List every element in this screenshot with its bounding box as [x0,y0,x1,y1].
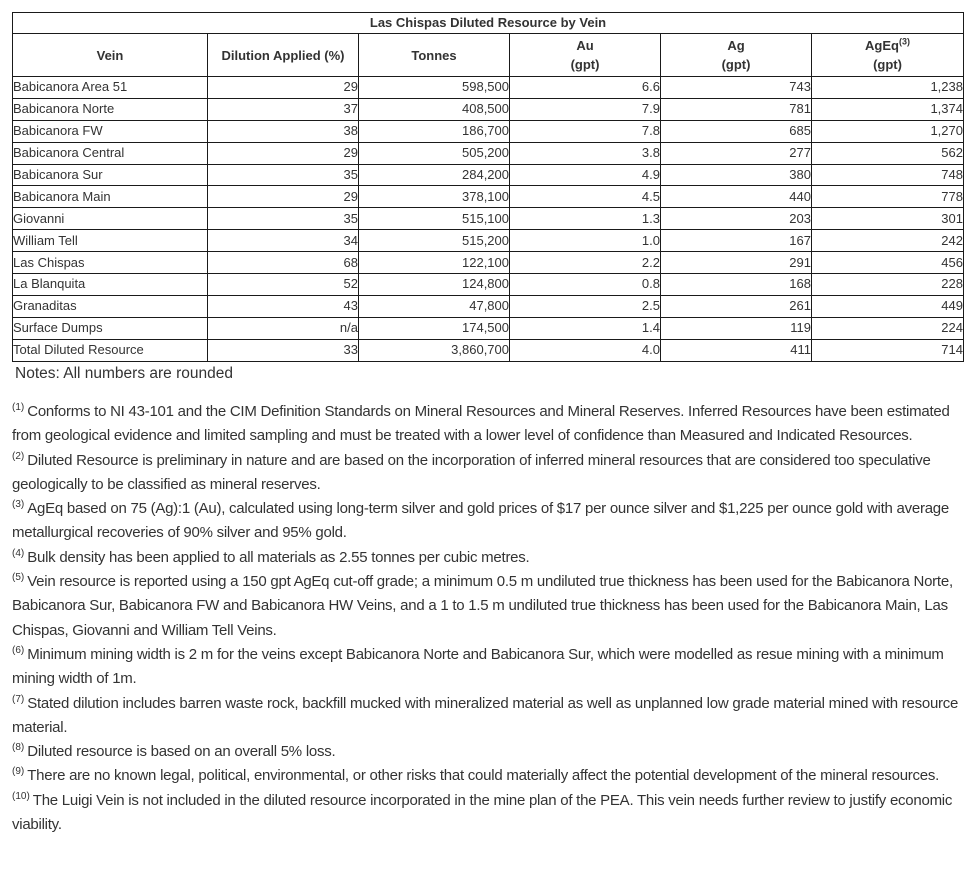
cell-ageq: 224 [812,317,964,339]
footnote-item [12,570,972,643]
footnote-text: The Luigi Vein is not included in the diluted resource incorporated in the mine plan of the PEA. This vein needs further review to justify economic viability. [12,791,953,834]
cell-au: 2.5 [510,295,661,317]
footnote-item [12,643,972,692]
cell-ag: 203 [661,208,812,230]
cell-vein: Total Diluted Resource [13,339,208,361]
cell-ag: 277 [661,142,812,164]
cell-au: 4.0 [510,339,661,361]
resource-table-container [12,12,963,362]
header-label: Ag [727,38,745,53]
footnote-item [12,497,972,546]
cell-tonnes: 186,700 [359,120,510,142]
footnote-text: Diluted resource is based on an overall 5% loss. [27,743,336,761]
footnote-text: Stated dilution includes barren waste rock, backfill mucked with mineralized material as well as unplanned low grade material mined with resource material. [12,694,959,736]
header-dilution [208,34,359,77]
cell-vein: Babicanora Central [13,142,208,164]
cell-vein: Babicanora Norte [13,98,208,120]
header-unit: (gpt) [570,57,600,72]
cell-ageq: 1,270 [812,120,964,142]
table-row [13,120,964,142]
cell-ag: 168 [661,274,812,296]
header-label: AgEq [865,38,899,53]
cell-ageq: 1,238 [812,77,964,99]
cell-tonnes: 174,500 [359,317,510,339]
cell-tonnes: 408,500 [359,98,510,120]
table-body [13,77,964,362]
footnote-text: Bulk density has been applied to all materials as 2.55 tonnes per cubic metres. [27,548,530,566]
footnote-text: There are no known legal, political, environmental, or other risks that could materially affect the potential development of the mineral resources. [27,767,940,785]
footnote-marker: (3) [12,499,25,511]
cell-tonnes: 505,200 [359,142,510,164]
footnote-marker: (1) [12,402,25,413]
cell-ag: 119 [661,317,812,339]
cell-dilution: 35 [208,164,359,186]
footnote-marker: (4) [12,547,25,559]
footnote-text: Vein resource is reported using a 150 gpt AgEq cut-off grade; a minimum 0.5 m undiluted true thickness has been used for the Babicanora Norte, Babicanora Sur, Babicanora FW and Babicanora HW Veins, and a 1 to 1.5 m undiluted true thickness has been used for the Babicanora Main, Las Chispas, Giovanni and William Tell Veins. [12,573,953,639]
cell-dilution: 29 [208,186,359,208]
footnote-ref: (3) [898,36,910,47]
cell-au: 0.8 [510,274,661,296]
cell-tonnes: 515,200 [359,230,510,252]
cell-dilution: 33 [208,339,359,361]
cell-au: 4.5 [510,186,661,208]
cell-ageq: 456 [812,252,964,274]
table-row [13,274,964,296]
cell-ageq: 242 [812,230,964,252]
footnote-item [12,546,972,570]
header-label: Vein [96,47,124,63]
cell-ag: 781 [661,98,812,120]
cell-au: 7.9 [510,98,661,120]
cell-dilution: 35 [208,208,359,230]
cell-dilution: 52 [208,274,359,296]
table-row [13,230,964,252]
table-row [13,295,964,317]
cell-ag: 167 [661,230,812,252]
cell-vein: Babicanora Area 51 [13,77,208,99]
cell-dilution: 68 [208,252,359,274]
header-ageq [812,34,964,77]
cell-tonnes: 3,860,700 [359,339,510,361]
cell-dilution: 29 [208,142,359,164]
cell-ageq: 562 [812,142,964,164]
footnote-text: Minimum mining width is 2 m for the veins except Babicanora Norte and Babicanora Sur, which were modelled as resue mining with a minimum mining width of 1m. [12,645,944,688]
cell-au: 6.6 [510,77,661,99]
cell-tonnes: 284,200 [359,164,510,186]
footnote-item [12,789,972,838]
header-au [510,34,661,77]
header-label: Dilution Applied (%) [221,47,345,63]
table-row [13,98,964,120]
cell-ageq: 714 [812,339,964,361]
footnote-text: AgEq based on 75 (Ag):1 (Au), calculated using long-term silver and gold prices of $17 per ounce silver and $1,225 per ounce gold with average metallurgical recoveries of 90% silver and 95% gold. [12,500,949,542]
table-title: Las Chispas Diluted Resource by Vein [13,13,964,34]
footnote-item [12,449,972,498]
cell-ag: 380 [661,164,812,186]
cell-dilution: 29 [208,77,359,99]
cell-au: 2.2 [510,252,661,274]
table-notes: Notes: All numbers are rounded [15,365,233,382]
cell-ageq: 778 [812,186,964,208]
header-ag [661,34,812,77]
cell-vein: Giovanni [13,208,208,230]
cell-dilution: n/a [208,317,359,339]
header-tonnes [359,34,510,77]
cell-vein: Babicanora FW [13,120,208,142]
footnote-item [12,692,972,741]
footnote-item [12,740,972,764]
table-row [13,186,964,208]
cell-dilution: 43 [208,295,359,317]
cell-ageq: 228 [812,274,964,296]
cell-ageq: 748 [812,164,964,186]
cell-au: 1.4 [510,317,661,339]
footnote-marker: (9) [12,766,25,778]
cell-au: 3.8 [510,142,661,164]
cell-tonnes: 122,100 [359,252,510,274]
footnote-marker: (10) [12,790,30,802]
table-row [13,252,964,274]
cell-ageq: 1,374 [812,98,964,120]
cell-vein: William Tell [13,230,208,252]
cell-vein: La Blanquita [13,274,208,296]
cell-ag: 261 [661,295,812,317]
footnotes [12,400,972,837]
header-unit: (gpt) [721,57,751,72]
cell-ageq: 449 [812,295,964,317]
cell-vein: Granaditas [13,295,208,317]
footnote-text: Diluted Resource is preliminary in nature and are based on the incorporation of inferred mineral resources that are considered too speculative geologically to be classified as mineral reserves. [12,451,931,493]
cell-dilution: 38 [208,120,359,142]
table-row [13,208,964,230]
cell-dilution: 37 [208,98,359,120]
cell-vein: Las Chispas [13,252,208,274]
cell-tonnes: 124,800 [359,274,510,296]
cell-ag: 440 [661,186,812,208]
header-unit: (gpt) [873,57,902,72]
cell-tonnes: 378,100 [359,186,510,208]
cell-dilution: 34 [208,230,359,252]
footnote-text: Conforms to NI 43-101 and the CIM Definition Standards on Mineral Resources and Mineral Reserves. Inferred Resources have been estimated from geological evidence and limited sampling and must be treated with a lower level of confidence than Measured and Indicated Resources. [12,403,950,445]
cell-ag: 291 [661,252,812,274]
cell-vein: Babicanora Sur [13,164,208,186]
cell-tonnes: 515,100 [359,208,510,230]
footnote-marker: (6) [12,644,25,656]
cell-tonnes: 598,500 [359,77,510,99]
cell-au: 4.9 [510,164,661,186]
cell-vein: Babicanora Main [13,186,208,208]
table-title-row [13,13,964,34]
table-row [13,317,964,339]
resource-table [12,12,964,362]
cell-vein: Surface Dumps [13,317,208,339]
cell-au: 1.0 [510,230,661,252]
cell-tonnes: 47,800 [359,295,510,317]
footnote-item [12,400,972,449]
cell-ag: 685 [661,120,812,142]
header-vein [13,34,208,77]
footnote-marker: (5) [12,572,25,584]
footnote-marker: (8) [12,742,25,754]
cell-ag: 411 [661,339,812,361]
table-row-total [13,339,964,361]
cell-au: 1.3 [510,208,661,230]
table-header-row [13,34,964,77]
cell-au: 7.8 [510,120,661,142]
footnote-item [12,764,972,788]
table-row [13,77,964,99]
cell-ageq: 301 [812,208,964,230]
table-row [13,164,964,186]
footnote-marker: (7) [12,693,25,705]
header-label: Au [576,38,594,53]
cell-ag: 743 [661,77,812,99]
header-label: Tonnes [411,47,457,63]
table-row [13,142,964,164]
footnote-marker: (2) [12,450,25,462]
